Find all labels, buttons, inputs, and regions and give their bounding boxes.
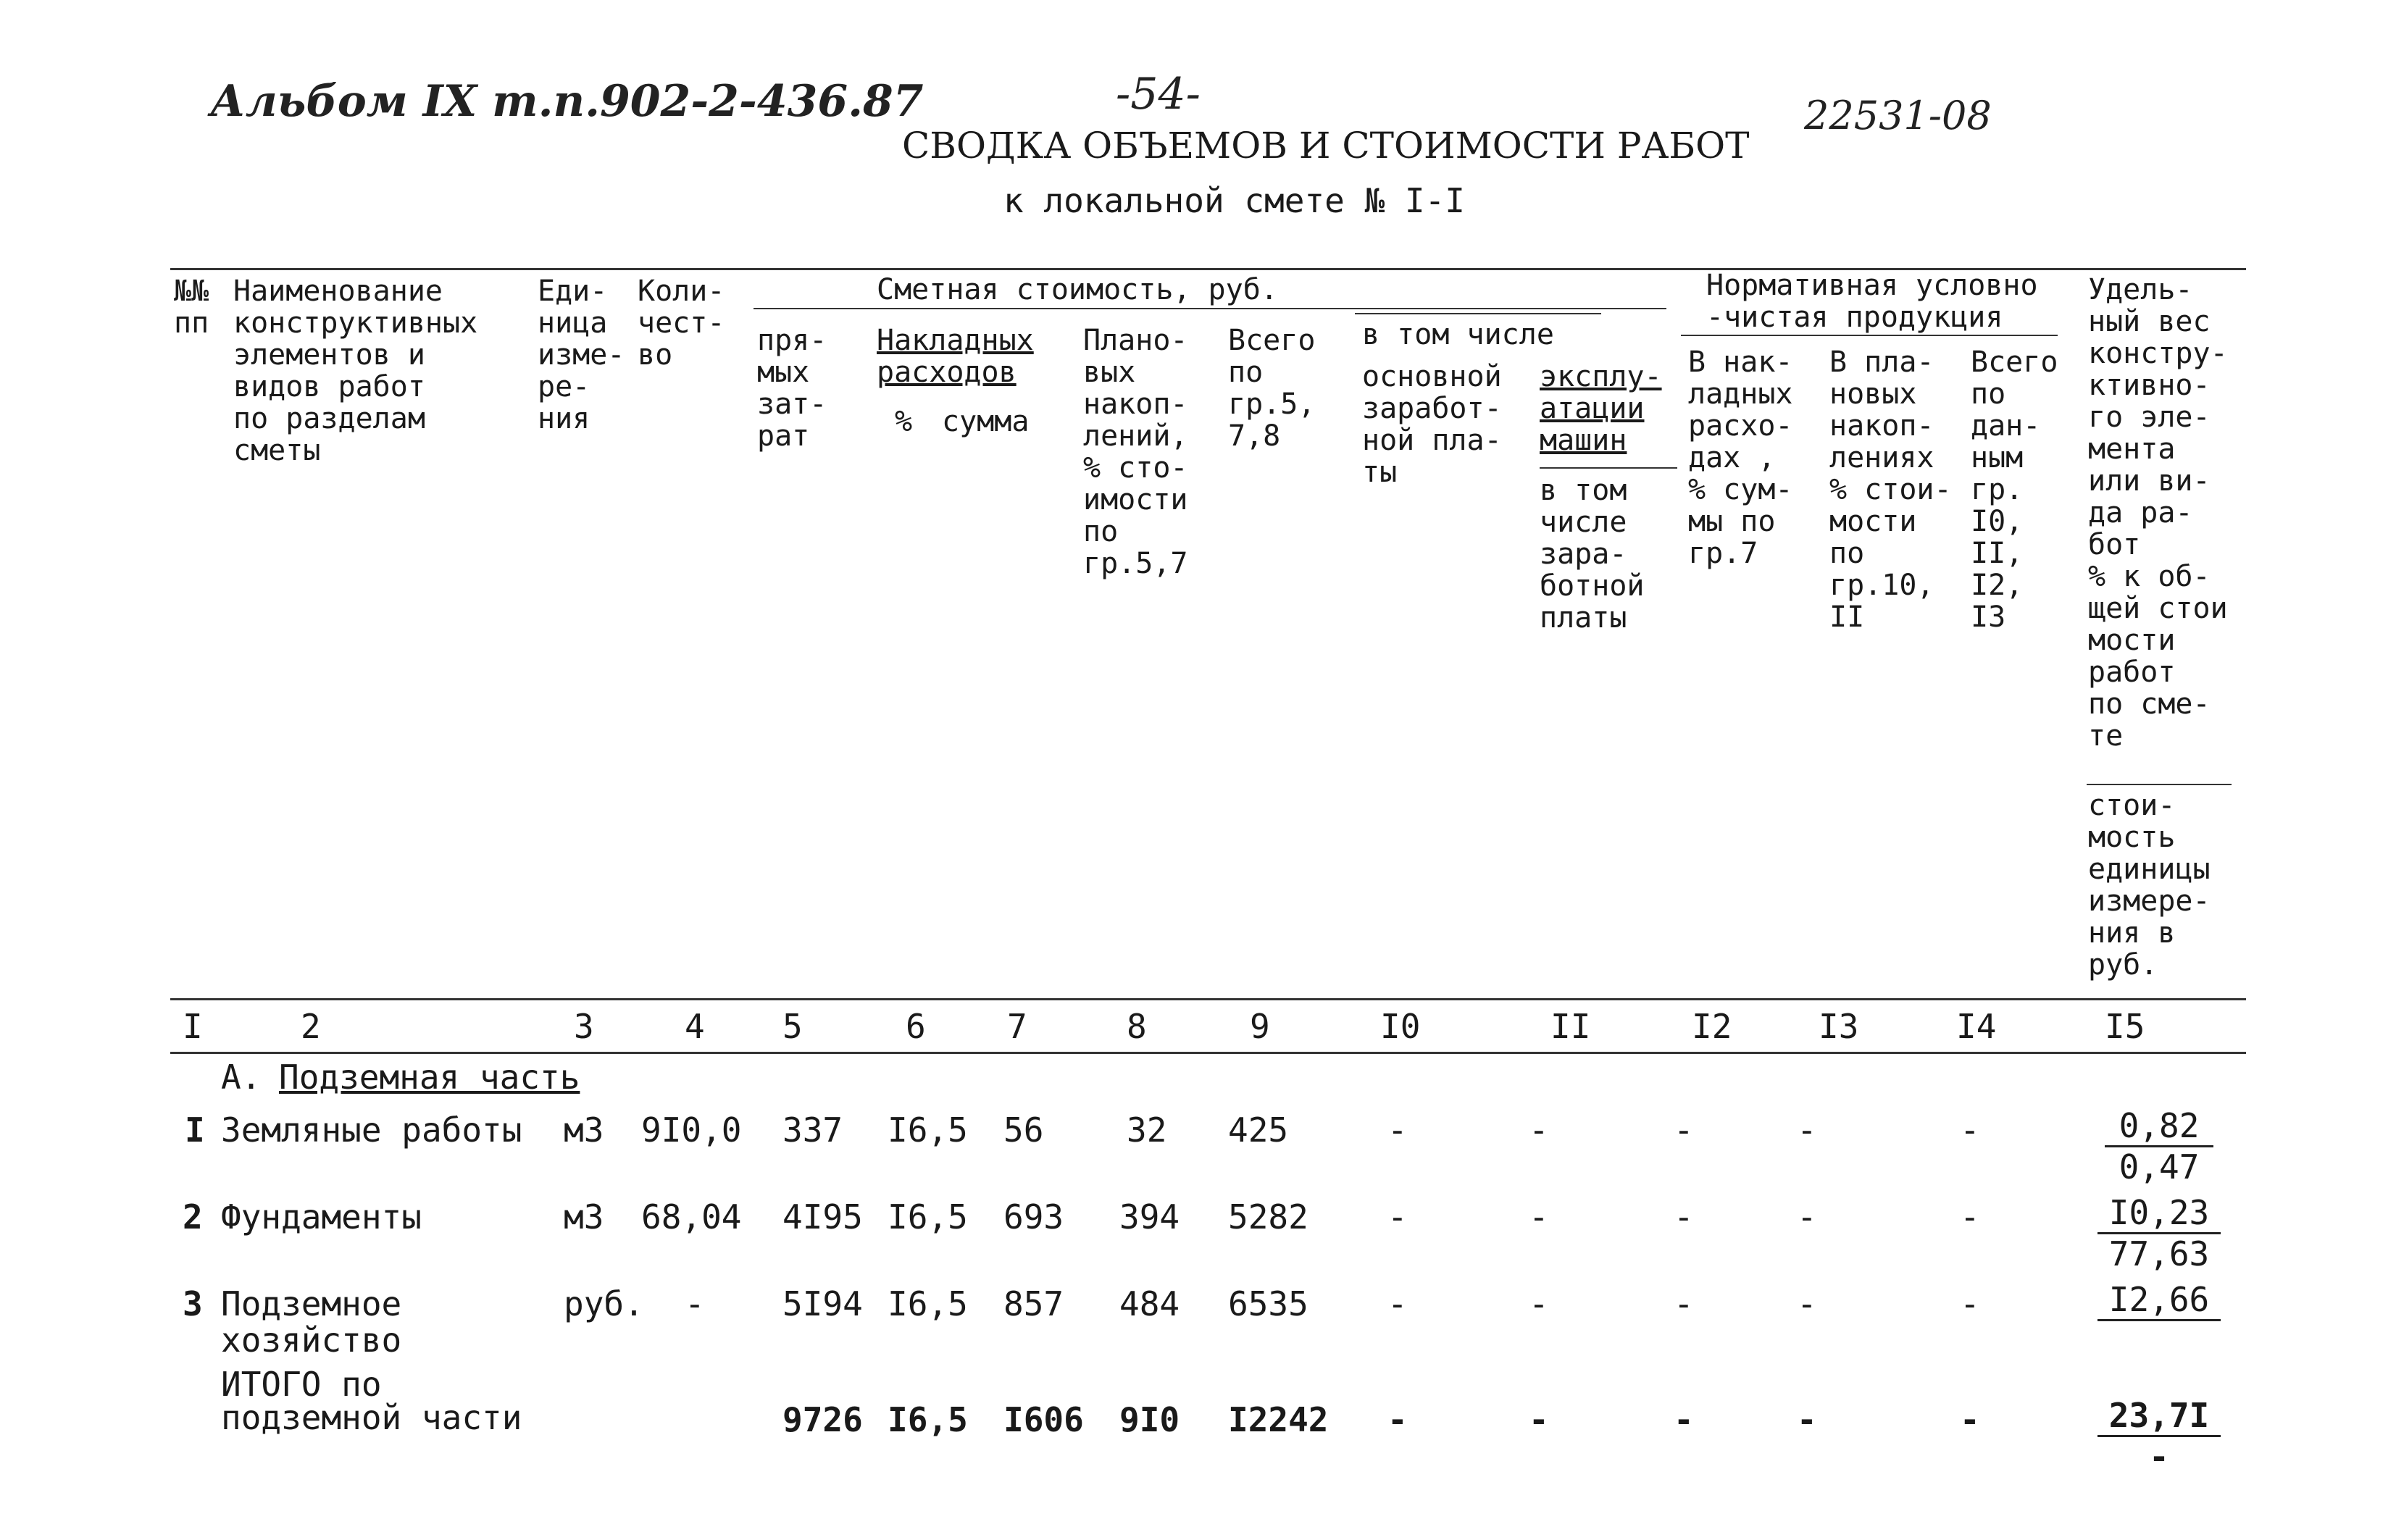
col-header-11b: в том числе зара- ботной платы	[1540, 474, 1645, 635]
row-unit: руб.	[564, 1284, 644, 1323]
col-header-2: Наименование конструктивных элементов и видов работ по разделам сметы	[233, 275, 478, 467]
row-overhead-percent: I6,5	[888, 1110, 968, 1150]
album-reference: Альбом IX т.п.902-2-436.87	[210, 76, 924, 127]
row-c12: -	[1674, 1110, 1694, 1150]
cost-group-rule	[754, 308, 1666, 309]
col-number-12: I2	[1692, 1007, 1732, 1046]
col-number-6: 6	[906, 1007, 926, 1046]
total-planned-savings: 9I0	[1119, 1400, 1180, 1439]
col-header-5: пря- мых зат- рат	[757, 324, 827, 453]
row-share	[2105, 1106, 2213, 1187]
row-total: 6535	[1228, 1284, 1308, 1323]
total-overhead-sum: I606	[1003, 1400, 1084, 1439]
row-name: Фундаменты	[221, 1197, 422, 1236]
total-share-percent: 23,7I	[2097, 1396, 2221, 1437]
row-total: 425	[1228, 1110, 1289, 1150]
col-header-7: сумма	[942, 405, 1030, 438]
col-header-3: Еди- ница изме- ре- ния	[538, 275, 625, 435]
row-direct-costs: 4I95	[782, 1197, 863, 1236]
row-share-percent: I2,66	[2097, 1280, 2221, 1321]
row-planned-savings: 484	[1119, 1284, 1180, 1323]
col-header-15b: стои- мость единицы измере- ния в руб.	[2088, 789, 2211, 982]
col-header-12: В нак- ладных расхо- дах , % сум- мы по гр.7	[1688, 346, 1793, 570]
row-c14: -	[1960, 1110, 1980, 1150]
total-overhead-percent: I6,5	[888, 1400, 968, 1439]
total-c10: -	[1387, 1400, 1408, 1439]
row-c11: -	[1529, 1284, 1549, 1323]
row-total: 5282	[1228, 1197, 1308, 1236]
col-header-9: Всего по гр.5, 7,8	[1228, 324, 1316, 453]
row-unit: м3	[564, 1110, 604, 1150]
row-c10: -	[1387, 1197, 1408, 1236]
row-c10: -	[1387, 1110, 1408, 1150]
row-c14: -	[1960, 1197, 1980, 1236]
row-c12: -	[1674, 1284, 1694, 1323]
row-direct-costs: 5I94	[782, 1284, 863, 1323]
row-share-unit-cost: 77,63	[2108, 1234, 2210, 1273]
row-share-unit-cost: 0,47	[2119, 1147, 2200, 1187]
incl-header: в том числе	[1362, 318, 1554, 351]
section-title: Подземная часть	[279, 1058, 580, 1097]
col-header-4: Коли- чест- во	[638, 275, 725, 372]
row-c14: -	[1960, 1284, 1980, 1323]
col-number-9: 9	[1250, 1007, 1270, 1046]
row-number: 3	[183, 1284, 203, 1323]
total-total: I2242	[1228, 1400, 1329, 1439]
overhead-header: Накладных расходов	[877, 324, 1034, 389]
total-share	[2097, 1396, 2221, 1476]
norm-group-rule	[1681, 335, 2058, 336]
row-c13: -	[1797, 1110, 1817, 1150]
col-header-11: эксплу- атации машин	[1540, 360, 1662, 457]
row-c11: -	[1529, 1197, 1549, 1236]
col-number-15: I5	[2105, 1007, 2145, 1046]
norm-group-header: Нормативная условно -чистая продукция	[1706, 269, 2038, 334]
col-number-14: I4	[1956, 1007, 1997, 1046]
row-overhead-sum: 56	[1003, 1110, 1044, 1150]
total-share-unit-cost: -	[2149, 1437, 2169, 1476]
row-direct-costs: 337	[782, 1110, 843, 1150]
row-share	[2097, 1193, 2221, 1273]
page-number: -54-	[1116, 69, 1201, 120]
col-number-5: 5	[782, 1007, 803, 1046]
col-number-3: 3	[574, 1007, 594, 1046]
row-qty: 9I0,0	[641, 1110, 742, 1150]
col-number-7: 7	[1007, 1007, 1027, 1046]
cost-group-header: Сметная стоимость, руб.	[877, 273, 1278, 306]
col-header-8: Плано- вых накоп- лений, % сто- имости по гр.5,7	[1083, 324, 1188, 580]
header-bottom-rule	[170, 998, 2246, 1000]
row-overhead-percent: I6,5	[888, 1197, 968, 1236]
c15-split-rule	[2087, 784, 2232, 785]
row-overhead-sum: 857	[1003, 1284, 1064, 1323]
row-qty: 68,04	[641, 1197, 742, 1236]
row-overhead-sum: 693	[1003, 1197, 1064, 1236]
col-header-15: Удель- ный вес констру- ктивно- го эле- мента или ви- да ра- бот % к об- щей стои мости работ по сме- те	[2088, 273, 2228, 753]
document-code: 22531-08	[1804, 93, 1992, 138]
row-c12: -	[1674, 1197, 1694, 1236]
col-header-10: основной заработ- ной пла- ты	[1362, 360, 1502, 489]
row-planned-savings: 394	[1119, 1197, 1180, 1236]
col-header-14: Всего по дан- ным гр. I0, II, I2, I3	[1971, 346, 2058, 634]
col-header-6: %	[895, 405, 913, 438]
total-c11: -	[1529, 1400, 1549, 1439]
col-number-2: 2	[301, 1007, 321, 1046]
total-direct-costs: 9726	[782, 1400, 863, 1439]
row-c10: -	[1387, 1284, 1408, 1323]
page-title: СВОДКА ОБЪЕМОВ И СТОИМОСТИ РАБОТ	[902, 125, 1750, 167]
row-c13: -	[1797, 1197, 1817, 1236]
col-header-1: №№ пп	[174, 275, 209, 340]
col-number-1: I	[183, 1007, 203, 1046]
col-header-13: В пла- новых накоп- лениях % стои- мости по гр.10, II	[1829, 346, 1952, 634]
row-planned-savings: 32	[1127, 1110, 1167, 1150]
row-share-percent: 0,82	[2105, 1106, 2213, 1147]
incl-rule	[1355, 313, 1601, 314]
row-unit: м3	[564, 1197, 604, 1236]
row-number: 2	[183, 1197, 203, 1236]
row-share-percent: I0,23	[2097, 1193, 2221, 1234]
section-letter: А.	[221, 1058, 262, 1097]
total-c12: -	[1674, 1400, 1694, 1439]
numbers-bottom-rule	[170, 1052, 2246, 1054]
row-c13: -	[1797, 1284, 1817, 1323]
page-subtitle: к локальной смете № I-I	[1003, 181, 1465, 220]
row-share	[2097, 1280, 2221, 1321]
row-number: I	[185, 1110, 205, 1150]
row-qty: -	[685, 1284, 705, 1323]
row-c11: -	[1529, 1110, 1549, 1150]
col-number-13: I3	[1819, 1007, 1859, 1046]
total-name: ИТОГО по подземной части	[221, 1365, 522, 1437]
row-name: Земляные работы	[221, 1110, 522, 1150]
total-c13: -	[1797, 1400, 1817, 1439]
row-name: Подземное хозяйство	[221, 1284, 402, 1360]
total-c14: -	[1960, 1400, 1980, 1439]
col-number-8: 8	[1127, 1007, 1147, 1046]
c11-split-rule	[1540, 467, 1677, 469]
row-overhead-percent: I6,5	[888, 1284, 968, 1323]
col-number-11: II	[1550, 1007, 1591, 1046]
col-number-10: I0	[1380, 1007, 1421, 1046]
col-number-4: 4	[685, 1007, 705, 1046]
